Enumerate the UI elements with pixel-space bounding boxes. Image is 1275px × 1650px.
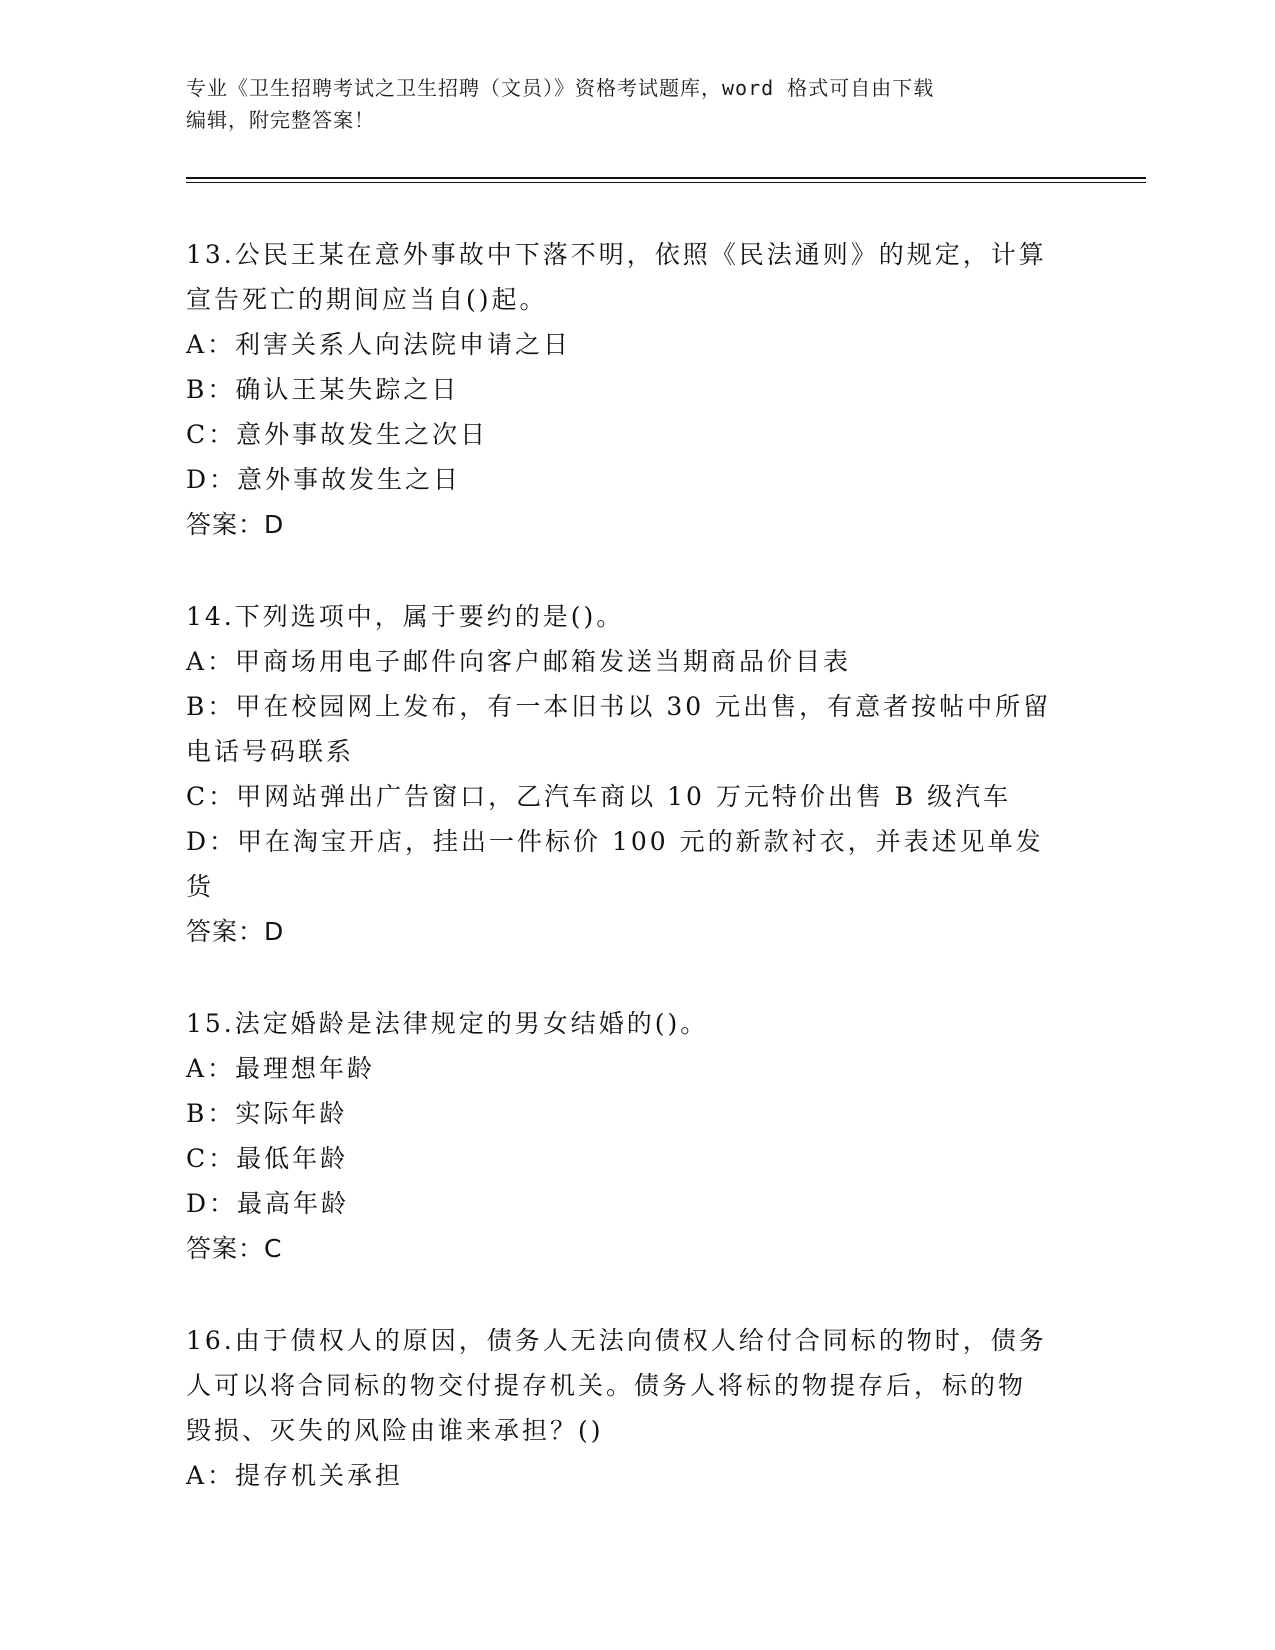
question-14 (186, 594, 1066, 954)
option-b: B：甲在校园网上发布，有一本旧书以 30 元出售，有意者按帖中所留 (186, 692, 1052, 721)
option-c: C：最低年龄 (186, 1144, 349, 1173)
option-c: C：甲网站弹出广告窗口，乙汽车商以 10 万元特价出售 B 级汽车 (186, 782, 1012, 811)
option-d: D：意外事故发生之日 (186, 465, 462, 494)
question-stem: 13.公民王某在意外事故中下落不明，依照《民法通则》的规定，计算 (186, 240, 1047, 269)
question-list (186, 232, 1066, 1545)
question-stem: 宣告死亡的期间应当自()起。 (186, 285, 548, 314)
option-b: B：确认王某失踪之日 (186, 375, 460, 404)
question-stem: 14.下列选项中，属于要约的是()。 (186, 602, 625, 631)
option-c: C：意外事故发生之次日 (186, 420, 489, 449)
question-13 (186, 232, 1066, 547)
option-d: D：最高年龄 (186, 1189, 350, 1218)
header-divider-thin (186, 182, 1146, 183)
question-stem: 人可以将合同标的物交付提存机关。债务人将标的物提存后，标的物 (186, 1371, 1027, 1400)
answer: 答案：C (186, 1234, 283, 1263)
option-a: A：甲商场用电子邮件向客户邮箱发送当期商品价目表 (186, 647, 852, 676)
option-a: A：利害关系人向法院申请之日 (186, 330, 572, 359)
header-line-1: 专业《卫生招聘考试之卫生招聘（文员）》资格考试题库，word 格式可自由下载 (186, 76, 935, 100)
option-b: B：实际年龄 (186, 1099, 348, 1128)
answer: 答案：D (186, 510, 285, 539)
document-header (186, 72, 1066, 136)
question-stem: 15.法定婚龄是法律规定的男女结婚的()。 (186, 1009, 709, 1038)
question-stem: 毁损、灭失的风险由谁来承担？() (186, 1416, 604, 1445)
header-line-2: 编辑，附完整答案！ (186, 108, 375, 132)
question-stem: 16.由于债权人的原因，债务人无法向债权人给付合同标的物时，债务 (186, 1326, 1047, 1355)
question-16 (186, 1318, 1066, 1498)
header-divider (186, 177, 1146, 179)
option-b-continued: 电话号码联系 (186, 737, 355, 766)
answer: 答案：D (186, 917, 285, 946)
option-a: A：提存机关承担 (186, 1461, 404, 1490)
question-15 (186, 1001, 1066, 1271)
option-a: A：最理想年龄 (186, 1054, 376, 1083)
option-d: D：甲在淘宝开店，挂出一件标价 100 元的新款衬衣，并表述见单发货 (186, 827, 1044, 901)
